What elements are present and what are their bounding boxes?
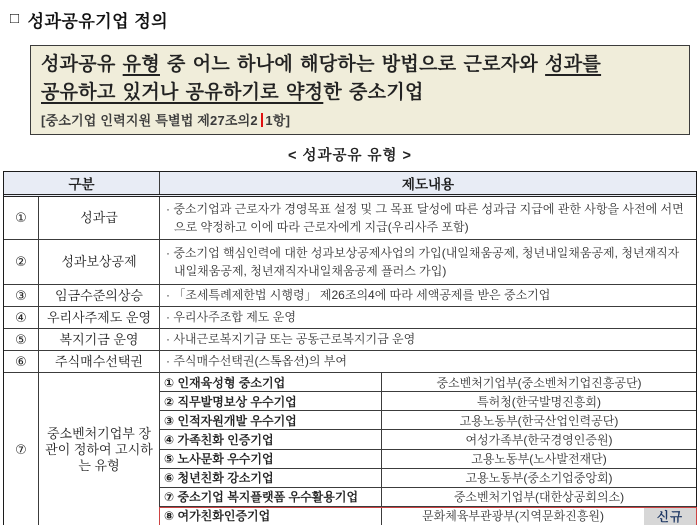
- row-label: 중소벤처기업부 장관이 정하여 고시하는 유형: [39, 373, 160, 525]
- definition-seg6: 한 중소기업: [323, 82, 424, 103]
- revision-mark: [261, 113, 264, 127]
- agency-name: 문화체육부관광부(지역문화진흥원): [422, 509, 604, 524]
- row-label: 임금수준의상승: [39, 285, 160, 306]
- row-label: 성과보상공제: [39, 240, 160, 284]
- law-reference-post: 1항]: [265, 113, 291, 128]
- table-row: [4, 240, 696, 285]
- definition-seg5-underlined: 공유하고 있거나 공유하기로 약정: [41, 82, 324, 103]
- agency-name: 고용노동부(노사발전재단): [471, 452, 607, 467]
- table-header-row: [4, 172, 696, 197]
- type-name: ⑧ 여가친화인증기업: [160, 507, 382, 525]
- definition-seg3: 중 어느 하나에 해당하는 방법으로 근로자와: [159, 54, 546, 75]
- document-page: [0, 7, 700, 525]
- definition-box: [30, 45, 690, 135]
- type-name: ③ 인적자원개발 우수기업: [160, 411, 382, 429]
- type-name: ② 직무발명보상 우수기업: [160, 392, 382, 410]
- row-content: · 중소기업 핵심인력에 대한 성과보상공제사업의 가입(내일채움공제, 청년내일채움공제, 청년재직자내일채움공제, 청년재직자내일채움공제 플러스 가입): [166, 245, 680, 278]
- type-name: ⑦ 중소기업 복지플랫폼 우수활용기업: [160, 488, 382, 506]
- row-number: ②: [4, 240, 39, 284]
- row-content: · 사내근로복지기금 또는 공동근로복지기금 운영: [166, 332, 416, 347]
- table-row: [4, 351, 696, 373]
- subtable-row-new-highlighted: [160, 507, 696, 525]
- definition-text: [41, 51, 679, 107]
- subtable-row: [160, 469, 696, 488]
- row-label: 복지기금 운영: [39, 329, 160, 350]
- row-label: 우리사주제도 운영: [39, 307, 160, 328]
- agency-name: 중소벤처기업부(중소벤처기업진흥공단): [436, 375, 642, 390]
- row-number: ⑥: [4, 351, 39, 372]
- table-row: [4, 197, 696, 240]
- row-number: ④: [4, 307, 39, 328]
- row-number: ③: [4, 285, 39, 306]
- subtable-row: [160, 373, 696, 392]
- row-content: · 주식매수선택권(스톡옵션)의 부여: [166, 354, 347, 369]
- subtable-row: [160, 450, 696, 469]
- new-badge: 신규: [644, 507, 696, 525]
- type-name: ④ 가족친화 인증기업: [160, 430, 382, 448]
- table-row: [4, 307, 696, 329]
- subtable-row: [160, 488, 696, 507]
- square-bullet-icon: □: [10, 10, 20, 27]
- row-content: · 「조세특례제한법 시행령」 제26조의4에 따라 세액공제를 받은 중소기업: [166, 288, 551, 303]
- definition-seg2-underlined: 유형: [122, 54, 160, 75]
- definition-seg1: 성과공유: [41, 54, 123, 75]
- row-label: 성과급: [39, 197, 160, 239]
- row-content: · 중소기업과 근로자가 경영목표 설정 및 그 목표 달성에 따른 성과급 지급에 관한 사항을 사전에 서면으로 약정하고 이에 따라 근로자에게 지급(우리사주 포함): [166, 201, 684, 234]
- page-title-text: 성과공유기업 정의: [27, 12, 169, 31]
- type-name: ⑤ 노사문화 우수기업: [160, 450, 382, 468]
- row-label: 주식매수선택권: [39, 351, 160, 372]
- agency-cell: [382, 507, 696, 525]
- types-table: [3, 171, 697, 525]
- table-caption: < 성과공유 유형 >: [287, 148, 413, 164]
- header-content: 제도내용: [401, 177, 455, 192]
- type-name: ⑥ 청년친화 강소기업: [160, 469, 382, 487]
- row-number: ⑦: [4, 373, 39, 525]
- agency-name: 특허청(한국발명진흥회): [477, 394, 601, 409]
- definition-seg4-underlined: 성과를: [545, 54, 602, 75]
- table-row-ministry-types: [4, 373, 696, 525]
- subtable-row: [160, 430, 696, 449]
- subtable-row: [160, 411, 696, 430]
- law-reference-pre: [중소기업 인력지원 특별법 제27조의2: [41, 113, 258, 128]
- agency-name: 중소벤처기업부(대한상공회의소): [453, 490, 625, 505]
- law-reference: [41, 110, 679, 129]
- table-row: [4, 285, 696, 307]
- agency-name: 여성가족부(한국경영인증원): [465, 432, 613, 447]
- subtable-row: [160, 392, 696, 411]
- row-content: · 우리사주조합 제도 운영: [166, 310, 296, 325]
- ministry-types-subtable: [160, 373, 696, 525]
- table-row: [4, 329, 696, 351]
- type-name: ① 인재육성형 중소기업: [160, 373, 382, 391]
- page-title: [10, 7, 700, 32]
- row-number: ⑤: [4, 329, 39, 350]
- agency-name: 고용노동부(한국산업인력공단): [459, 413, 619, 428]
- agency-name: 고용노동부(중소기업중앙회): [465, 471, 613, 486]
- row-number: ①: [4, 197, 39, 239]
- header-gubun: 구분: [4, 172, 160, 194]
